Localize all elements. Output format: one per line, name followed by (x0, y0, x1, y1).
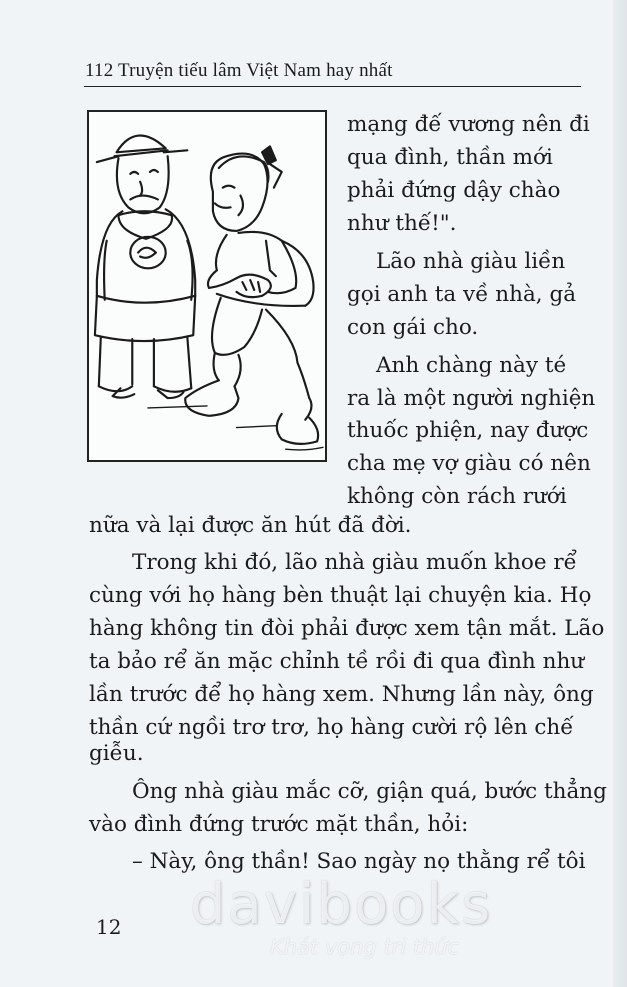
text-line: như thế!". (347, 211, 457, 236)
watermark-tagline: Khát vọng tri thức (270, 935, 460, 959)
text-line: ta bảo rể ăn mặc chỉnh tề rồi đi qua đình như (89, 649, 585, 674)
header-rule (84, 86, 581, 87)
text-line: hàng không tin đòi phải được xem tận mắt. Lão (89, 616, 605, 641)
text-line: mạng đế vương nên đi (347, 112, 590, 137)
text-line: ra là một người nghiện (347, 386, 596, 411)
text-line: Lão nhà giàu liền (376, 249, 566, 274)
cartoon-illustration (87, 110, 327, 462)
text-line: thuốc phiện, nay được (347, 418, 589, 443)
text-line: cùng với họ hàng bèn thuật lại chuyện kia. Họ (89, 583, 592, 608)
text-line: lần trước để họ hàng xem. Nhưng lần này, ông (89, 682, 594, 707)
text-line: gọi anh ta về nhà, gả (347, 282, 577, 307)
text-line: nữa và lại được ăn hút đã đời. (89, 513, 412, 538)
text-line: qua đình, thần mới (347, 145, 553, 170)
text-line: cha mẹ vợ giàu có nên (347, 451, 591, 476)
text-line: con gái cho. (347, 315, 479, 340)
text-line: Ông nhà giàu mắc cỡ, giận quá, bước thẳng (132, 779, 607, 804)
text-line: – Này, ông thần! Sao ngày nọ thằng rể tôi (132, 849, 586, 874)
illustration-drawing (89, 112, 325, 460)
text-line: phải đứng dậy chào (347, 178, 561, 203)
watermark-logo: davibooks (190, 872, 493, 937)
text-line: Trong khi đó, lão nhà giàu muốn khoe rể (132, 550, 577, 575)
text-line: không còn rách rưới (347, 484, 567, 509)
running-header: 112 Truyện tiếu lâm Việt Nam hay nhất (85, 60, 393, 81)
page-number: 12 (96, 915, 122, 939)
text-line: vào đình đứng trước mặt thần, hỏi: (89, 812, 469, 837)
text-line: thần cứ ngồi trơ trơ, họ hàng cười rộ lên chế (89, 715, 574, 740)
page-edge (613, 0, 627, 987)
text-line: Anh chàng này té (376, 353, 567, 378)
text-line: giễu. (89, 741, 144, 766)
